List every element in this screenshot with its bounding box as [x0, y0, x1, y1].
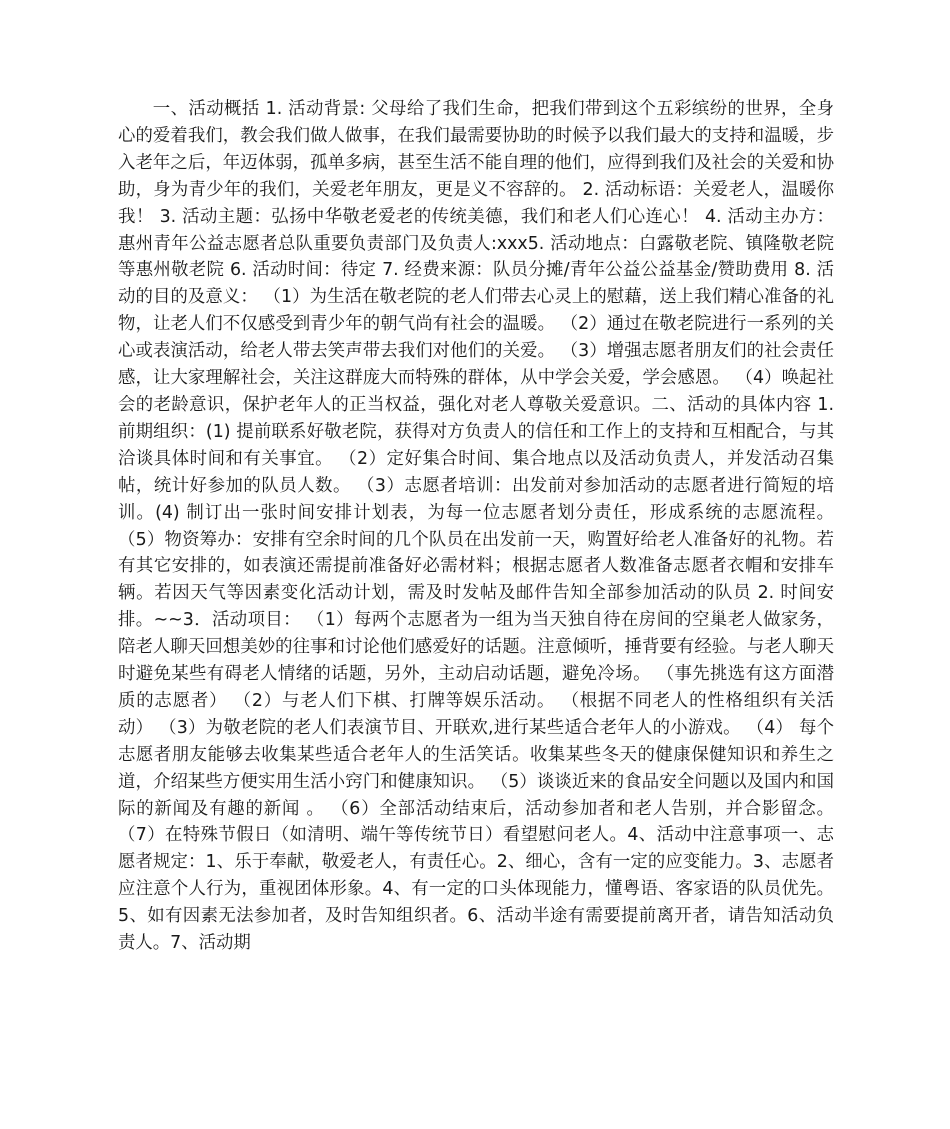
body-paragraph: 一、活动概括 1. 活动背景: 父母给了我们生命，把我们带到这个五彩缤纷的世界，全身心的爱着我们，教会我们做人做事，在我们最需要协助的时候予以我们最大的支持和温暖，步入老年之后，年迈体弱，孤单多病，甚至生活不能自理的他们，应得到我们及社会的关爱和协助，身为青少年的我们，关爱老年朋友，更是义不容辞的。 2. 活动标语：关爱老人，温暖你我！ 3. 活动主题：弘扬中华敬老爱老的传统美德，我们和老人们心连心！ 4. 活动主办方：惠州青年公益志愿者总队重要负责部门及负责人:xxx5. 活动地点：白露敬老院、镇隆敬老院等惠州敬老院 6. 活动时间：待定 7. 经费来源：队员分摊/青年公益公益基金/赞助费用 8. 活动的目的及意义： （1）为生活在敬老院的老人们带去心灵上的慰藉，送上我们精心准备的礼物，让老人们不仅感受到青少年的朝气尚有社会的温暖。 （2）通过在敬老院进行一系列的关心或表演活动，给老人带去笑声带去我们对他们的关爱。 （3）增强志愿者朋友们的社会责任感，让大家理解社会，关注这群庞大而特殊的群体，从中学会关爱，学会感恩。 （4）唤起社会的老龄意识，保护老年人的正当权益，强化对老人尊敬关爱意识。二、活动的具体内容 1.前期组织：(1) 提前联系好敬老院，获得对方负责人的信任和工作上的支持和互相配合，与其洽谈具体时间和有关事宜。 （2）定好集合时间、集合地点以及活动负责人，并发活动召集帖，统计好参加的队员人数。 （3）志愿者培训：出发前对参加活动的志愿者进行简短的培训。(4) 制订出一张时间安排计划表，为每一位志愿者划分责任，形成系统的志愿流程。 （5）物资筹办：安排有空余时间的几个队员在出发前一天，购置好给老人准备好的礼物。若有其它安排的，如表演还需提前准备好必需材料；根据志愿者人数准备志愿者衣帽和安排车辆。若因天气等因素变化活动计划，需及时发帖及邮件告知全部参加活动的队员 2. 时间安排。~~3．活动项目： （1）每两个志愿者为一组为当天独自待在房间的空巢老人做家务，陪老人聊天回想美妙的往事和讨论他们感爱好的话题。注意倾听，捶背要有经验。与老人聊天时避免某些有碍老人情绪的话题，另外，主动启动话题，避免冷场。 （事先挑选有这方面潜质的志愿者） （2）与老人们下棋、打牌等娱乐活动。 （根据不同老人的性格组织有关活动） （3）为敬老院的老人们表演节目、开联欢,进行某些适合老年人的小游戏。 （4） 每个志愿者朋友能够去收集某些适合老年人的生活笑话。收集某些冬天的健康保健知识和养生之道，介绍某些方便实用生活小窍门和健康知识。 （5）谈谈近来的食品安全问题以及国内和国际的新闻及有趣的新闻 。 （6）全部活动结束后，活动参加者和老人告别，并合影留念。 （7）在特殊节假日（如清明、端午等传统节日）看望慰问老人。4、活动中注意事项一、志愿者规定：1、乐于奉献，敬爱老人，有责任心。2、细心，含有一定的应变能力。3、志愿者应注意个人行为，重视团体形象。4、有一定的口头体现能力，懂粤语、客家语的队员优先。5、如有因素无法参加者，及时告知组织者。6、活动半途有需要提前离开者，请告知活动负责人。7、活动期 — [118, 99, 834, 954]
